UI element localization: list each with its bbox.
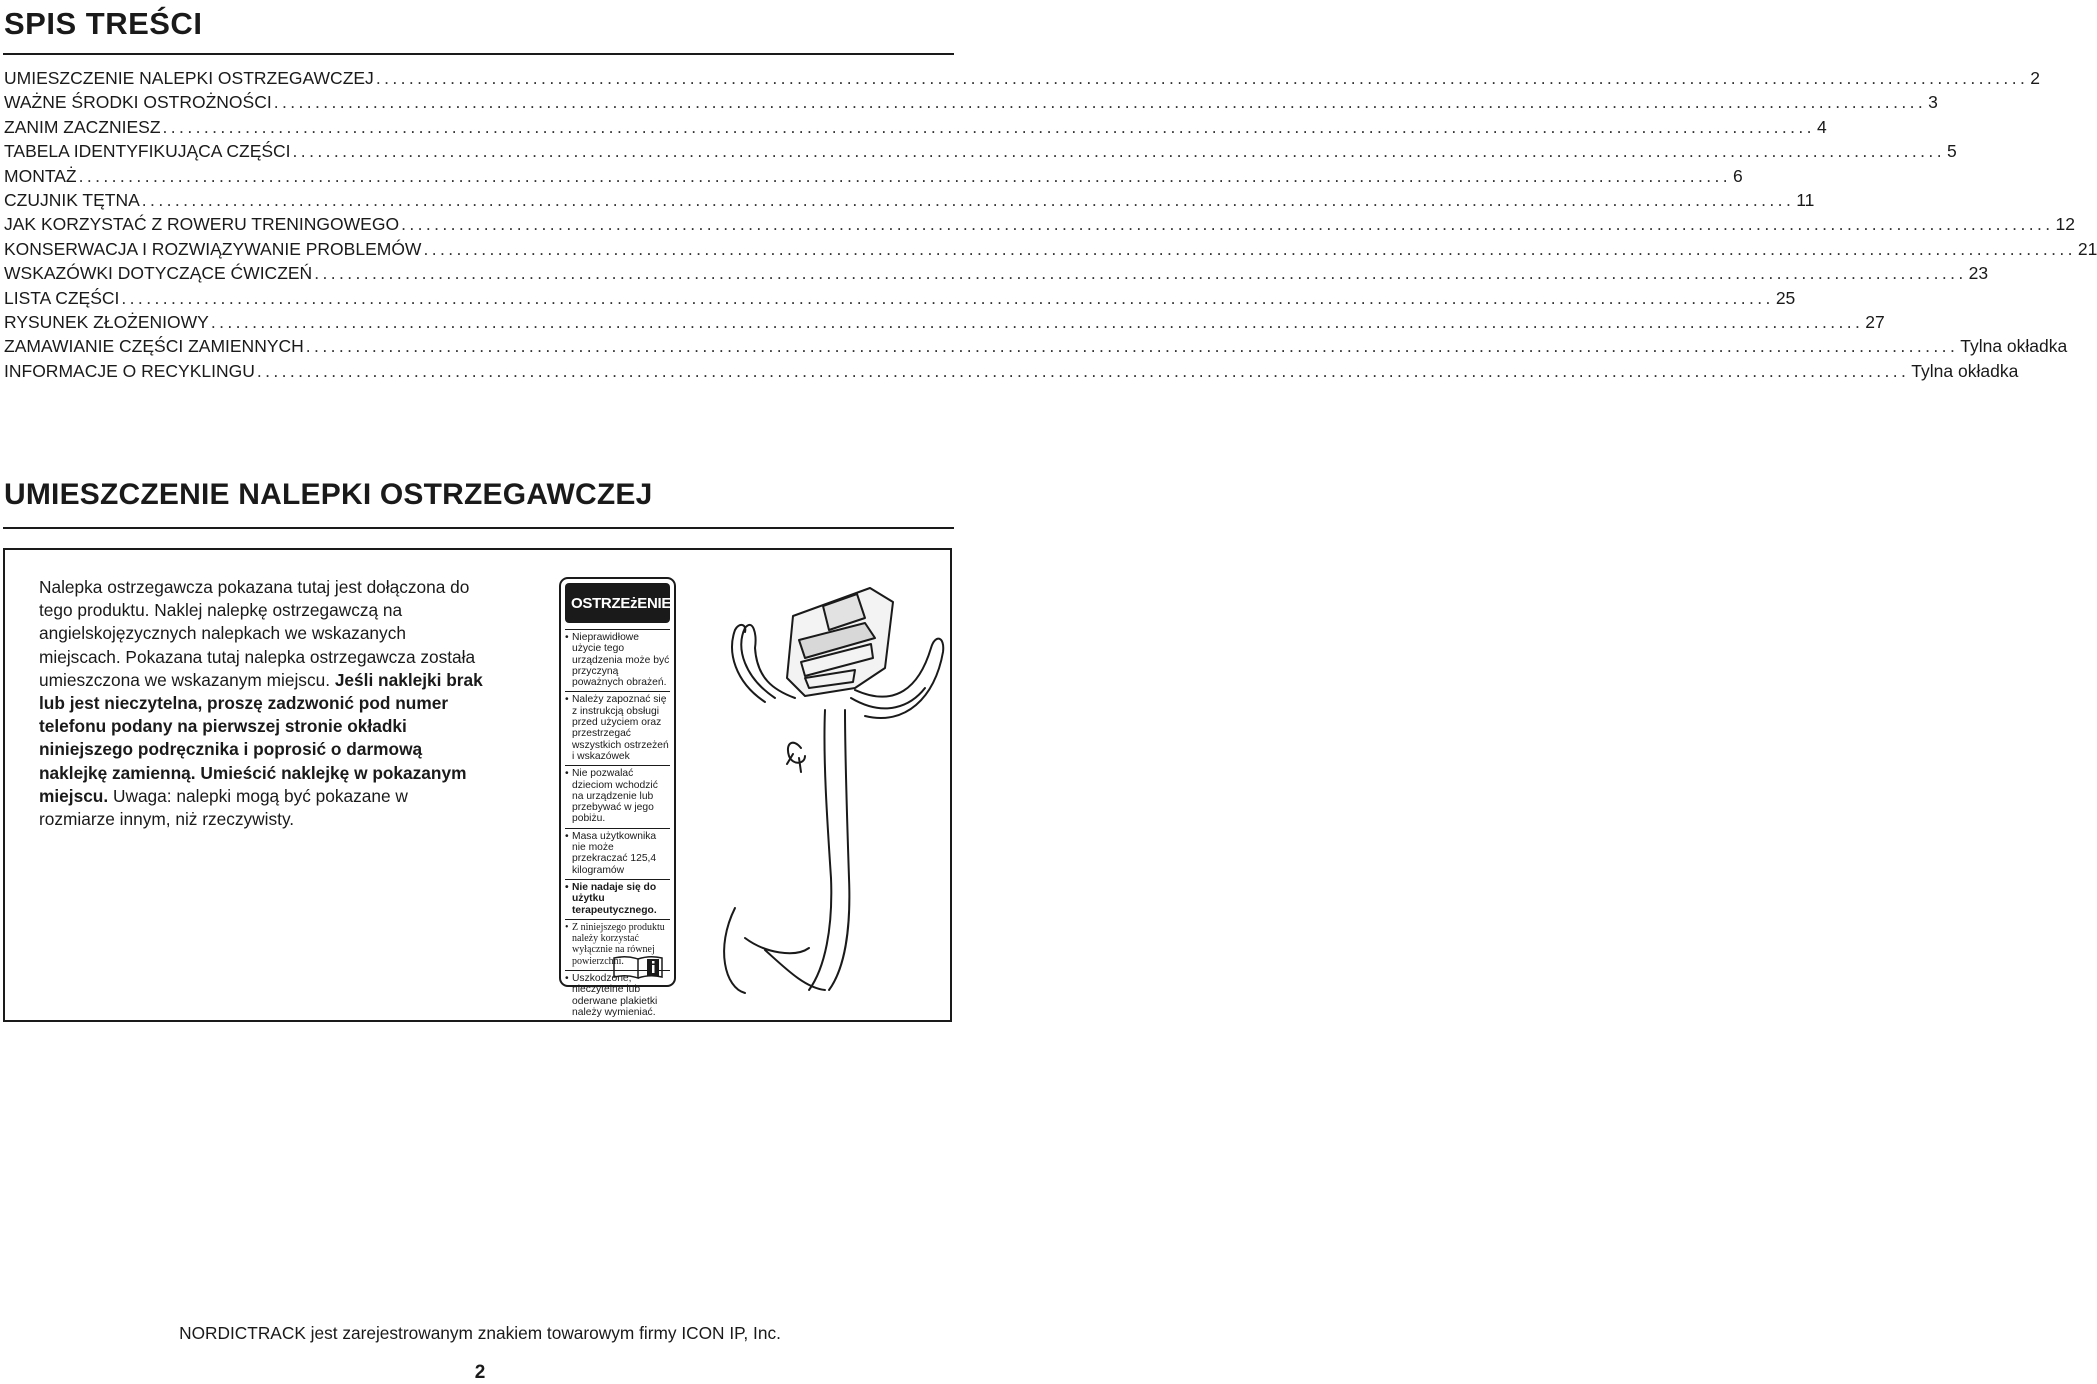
warning-label-item: • Masa użytkownika nie może przekraczać 125,4 kilogramów <box>565 828 670 879</box>
toc-entry[interactable] <box>4 360 2019 385</box>
toc-entry-page: Tylna okładka <box>1911 360 2019 381</box>
toc-entry-label: WAŻNE ŚRODKI OSTROŻNOŚCI <box>4 92 272 113</box>
toc-leader-dots: ........................................................................................................................................................................................................ <box>78 165 1732 186</box>
exercise-bike-drawing <box>705 578 951 993</box>
instructions-text: Nalepka ostrzegawcza pokazana tutaj jest dołączona do tego produktu. Naklej nalepkę ostrzegawczą na angielskojęzycznych nalepkach we wskazanych miejscach. Pokazana tutaj nalepka ostrzegawcza została umieszczona we wskazanym miejscu. <box>39 577 476 690</box>
section-rule <box>3 527 954 529</box>
toc-entry[interactable] <box>4 116 1827 141</box>
toc-entry-label: KONSERWACJA I ROZWIĄZYWANIE PROBLEMÓW <box>4 238 422 259</box>
toc-entry-page: 21 <box>2077 238 2097 259</box>
toc-leader-dots: ........................................................................................................................................................................................................ <box>375 68 2029 88</box>
toc-entry-page: 12 <box>2055 214 2075 235</box>
toc-entry[interactable] <box>4 263 1989 287</box>
toc-entry[interactable] <box>4 68 2040 92</box>
toc-entry-label: TABELA IDENTYFIKUJĄCA CZĘŚCI <box>4 141 291 162</box>
warning-label-item: • Z niniejszego produktu należy korzystać wyłącznie na równej powierzchni. <box>565 919 670 970</box>
toc-leader-dots: ........................................................................................................................................................................................................ <box>423 238 2076 259</box>
warning-label-item: • Uszkodzone, nieczytelne lub oderwane plakietki należy wymieniać. <box>565 970 670 1021</box>
toc-entry-page: 5 <box>1946 141 1957 162</box>
page-title: SPIS TREŚCI <box>4 6 203 41</box>
toc-leader-dots: ........................................................................................................................................................................................................ <box>256 360 1910 381</box>
toc-entry-label: ZANIM ZACZNIESZ <box>4 116 161 137</box>
toc-entry[interactable] <box>4 311 1885 336</box>
toc-entry-label: CZUJNIK TĘTNA <box>4 189 140 210</box>
toc-entry-label: MONTAŻ <box>4 165 77 186</box>
title-rule <box>3 53 954 55</box>
toc-entry-page: 23 <box>1968 263 1989 284</box>
toc-entry-page: 2 <box>2030 68 2040 88</box>
toc-entry[interactable] <box>4 141 1957 165</box>
warning-label-item: • Nie pozwalać dzieciom wchodzić na urządzenie lub przebywać w jego pobiżu. <box>565 765 670 827</box>
toc-entry-label: LISTA CZĘŚCI <box>4 287 120 308</box>
toc-leader-dots: ........................................................................................................................................................................................................ <box>305 336 1959 357</box>
toc-entry-page: 4 <box>1816 116 1827 137</box>
warning-label-item: • Nie nadaje się do użytku terapeutycznego. <box>565 879 670 919</box>
warning-instructions <box>39 576 484 831</box>
table-of-contents <box>4 68 2097 385</box>
toc-leader-dots: ........................................................................................................................................................................................................ <box>162 116 1815 137</box>
warning-label <box>559 577 676 1018</box>
warning-label-title: OSTRZEżENIE <box>571 594 672 612</box>
toc-entry-page: 25 <box>1775 287 1796 308</box>
toc-entry-label: JAK KORZYSTAĆ Z ROWERU TRENINGOWEGO <box>4 214 400 235</box>
toc-entry-page: 3 <box>1928 92 1938 113</box>
toc-entry[interactable] <box>4 336 2068 360</box>
toc-entry-label: WSKAZÓWKI DOTYCZĄCE ĆWICZEŃ <box>4 263 313 284</box>
toc-leader-dots: ........................................................................................................................................................................................................ <box>141 189 1795 210</box>
toc-entry[interactable] <box>4 287 1796 312</box>
toc-entry-page: Tylna okładka <box>1960 336 2068 357</box>
toc-entry-page: 11 <box>1796 189 1815 210</box>
trademark-note: NORDICTRACK jest zarejestrowanym znakiem towarowym firmy ICON IP, Inc. <box>179 1323 781 1343</box>
warning-placement-box <box>3 548 952 1022</box>
toc-entry[interactable] <box>4 165 1743 190</box>
toc-entry-label: RYSUNEK ZŁOŻENIOWY <box>4 311 209 332</box>
toc-leader-dots: ........................................................................................................................................................................................................ <box>292 141 1945 162</box>
instructions-bold-text: Jeśli naklejki brak lub jest nieczytelna, proszę zadzwonić pod numer telefonu podany na pierwszej stronie okładki niniejszego podręcznika i poprosić o darmową naklejkę zamienną. Umieścić naklejkę w pokazanym miejscu. <box>39 669 483 806</box>
toc-entry[interactable] <box>4 214 2075 238</box>
toc-leader-dots: ........................................................................................................................................................................................................ <box>273 92 1927 113</box>
instructions-note: Uwaga: nalepki mogą być pokazane w rozmiarze innym, niż rzeczywisty. <box>39 785 408 830</box>
warning-label-header <box>565 583 670 623</box>
toc-entry[interactable] <box>4 238 2097 263</box>
toc-leader-dots: ........................................................................................................................................................................................................ <box>121 287 1774 308</box>
toc-entry[interactable] <box>4 92 1938 116</box>
toc-entry[interactable] <box>4 189 1815 214</box>
toc-entry-page: 6 <box>1733 165 1743 186</box>
toc-leader-dots: ........................................................................................................................................................................................................ <box>314 263 1967 284</box>
toc-entry-label: INFORMACJE O RECYKLINGU <box>4 360 255 381</box>
toc-leader-dots: ........................................................................................................................................................................................................ <box>210 311 1864 332</box>
toc-entry-label: UMIESZCZENIE NALEPKI OSTRZEGAWCZEJ <box>4 68 374 88</box>
warning-label-item: • Należy zapoznać się z instrukcją obsługi przed użyciem oraz przestrzegać wszystkich ostrzeżeń i wskazówek <box>565 691 670 765</box>
warning-label-item: • Nieprawidłowe użycie tego urządzenia może być przyczyną poważnych obrażeń. <box>565 629 670 691</box>
toc-entry-page: 27 <box>1865 311 1885 332</box>
section-title: UMIESZCZENIE NALEPKI OSTRZEGAWCZEJ <box>4 478 653 511</box>
toc-entry-label: ZAMAWIANIE CZĘŚCI ZAMIENNYCH <box>4 336 304 357</box>
page-number: 2 <box>474 1362 486 1383</box>
manual-info-icon <box>611 954 669 980</box>
toc-leader-dots: ........................................................................................................................................................................................................ <box>401 214 2054 235</box>
